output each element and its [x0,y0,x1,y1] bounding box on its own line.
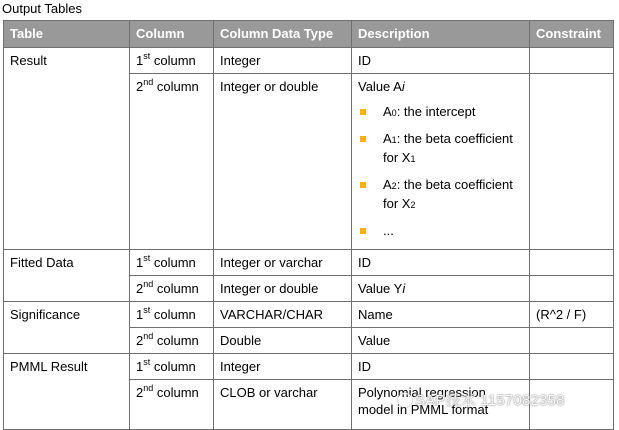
coefficient-list [358,103,523,241]
list-item: A2: the beta coefficient for X2 [358,176,523,214]
header-constraint: Constraint [530,21,614,48]
cell-constraint [530,328,614,354]
cell-constraint: (R^2 / F) [530,302,614,328]
cell-description: Polynomial regression model in PMML format [352,380,530,430]
header-table: Table [4,21,130,48]
watermark: SAP技术 1157082358 [398,389,565,410]
cell-data-type: Double [214,328,352,354]
cell-table-name: Result [4,48,130,250]
cell-column: 2nd column [130,74,214,250]
cell-description: Name [352,302,530,328]
cell-column: 1st column [130,250,214,276]
cell-column: 2nd column [130,276,214,302]
header-row [4,21,614,48]
cell-constraint [530,48,614,74]
cell-description: Value [352,328,530,354]
cell-column: 1st column [130,354,214,380]
cell-description: ID [352,48,530,74]
list-item: A0: the intercept [358,103,523,122]
list-item: A1: the beta coefficient for X1 [358,130,523,168]
cell-description: Value Ai A0: the intercept A1: the beta coefficient for X1 A2: the beta coefficient for X2 ... [352,74,530,250]
output-tables [3,20,614,430]
cell-column: 1st column [130,302,214,328]
table-row [4,250,614,276]
cell-data-type: Integer [214,48,352,74]
cell-column: 2nd column [130,380,214,430]
cell-data-type: CLOB or varchar [214,380,352,430]
cell-column: 2nd column [130,328,214,354]
header-description: Description [352,21,530,48]
cell-table-name: PMML Result [4,354,130,430]
cell-data-type: Integer or varchar [214,250,352,276]
cell-table-name: Significance [4,302,130,354]
cell-table-name: Fitted Data [4,250,130,302]
table-row [4,302,614,328]
header-column-data-type: Column Data Type [214,21,352,48]
cell-data-type: VARCHAR/CHAR [214,302,352,328]
watermark-logo-icon [398,393,412,407]
cell-data-type: Integer or double [214,74,352,250]
header-column: Column [130,21,214,48]
cell-data-type: Integer or double [214,276,352,302]
cell-description: ID [352,354,530,380]
table-row [4,48,614,74]
list-item: ... [358,222,523,241]
cell-column: 1st column [130,48,214,74]
cell-constraint [530,354,614,380]
table-row [4,354,614,380]
cell-description: ID [352,250,530,276]
cell-description: Value Yi [352,276,530,302]
cell-constraint [530,74,614,250]
cell-constraint [530,276,614,302]
caption: Output Tables [2,1,82,16]
cell-data-type: Integer [214,354,352,380]
cell-constraint [530,250,614,276]
